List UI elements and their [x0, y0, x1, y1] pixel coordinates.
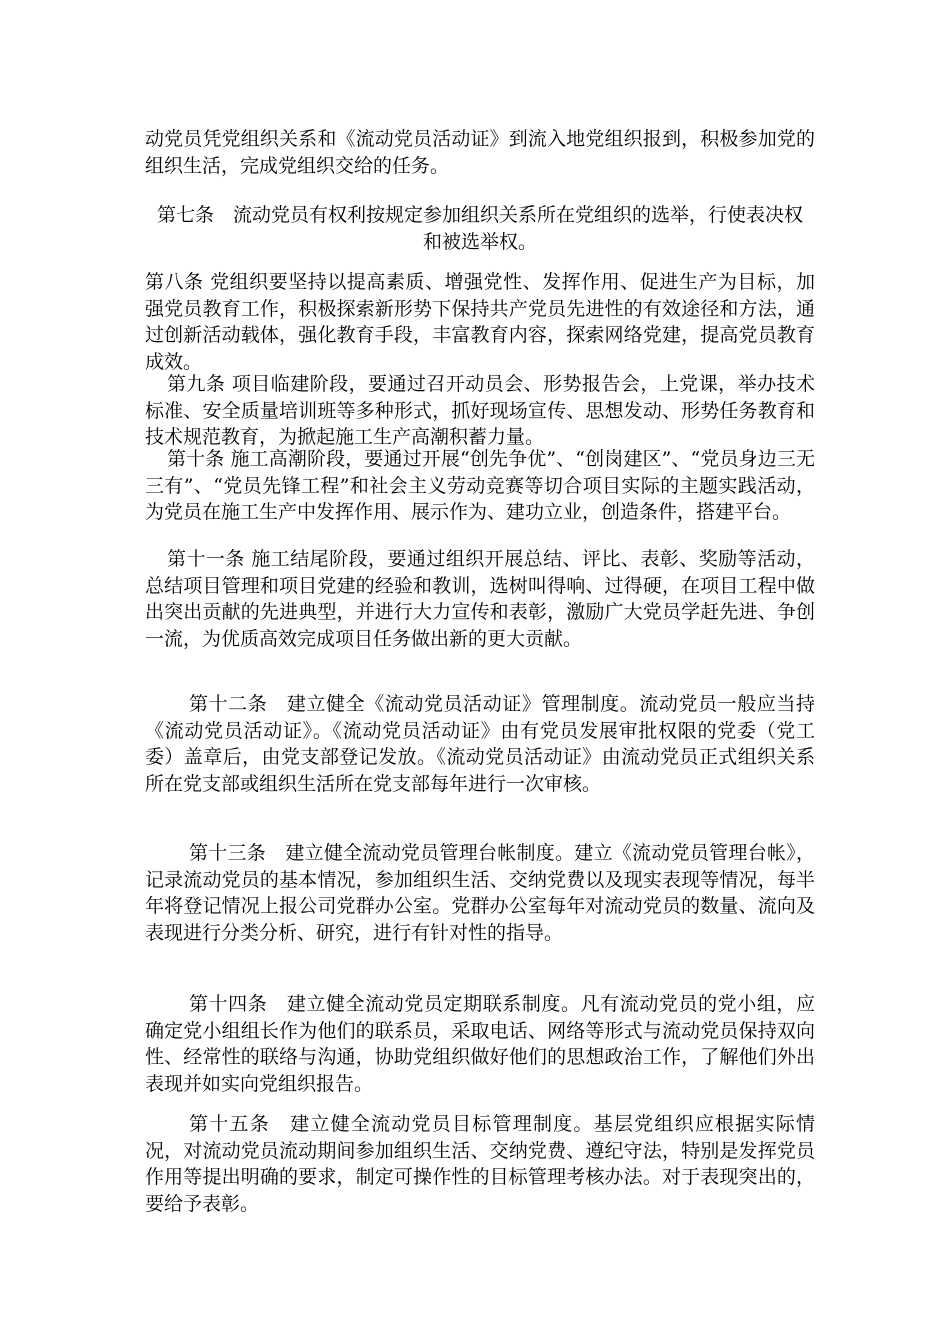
article-15: 第十五条 建立健全流动党员目标管理制度。基层党组织应根据实际情况，对流动党员流动期间参加组织生活、交纳党费、遵纪守法，特别是发挥党员作用等提出明确的要求，制定可操作性的目标管理考核办法。对于表现突出的，要给予表彰。: [145, 1113, 815, 1215]
article-11: 第十一条 施工结尾阶段，要通过组织开展总结、评比、表彰、奖励等活动，总结项目管理和项目党建的经验和教训，选树叫得响、过得硬，在项目工程中做出突出贡献的先进典型，并进行大力宣传和表彰，激励广大党员学赶先进、争创一流，为优质高效完成项目任务做出新的更大贡献。: [145, 548, 815, 650]
paragraph-continuation: 动党员凭党组织关系和《流动党员活动证》到流入地党组织报到，积极参加党的组织生活，完成党组织交给的任务。: [145, 128, 815, 177]
article-13: 第十三条 建立健全流动党员管理台帐制度。建立《流动党员管理台帐》，记录流动党员的基本情况，参加组织生活、交纳党费以及现实表现等情况，每半年将登记情况上报公司党群办公室。党群办公室每年对流动党员的数量、流向及表现进行分类分析、研究，进行有针对性的指导。: [145, 842, 815, 944]
article-9: 第九条 项目临建阶段，要通过召开动员会、形势报告会，上党课，举办技术标准、安全质量培训班等多种形式，抓好现场宣传、思想发动、形势任务教育和技术规范教育，为掀起施工生产高潮积蓄力量。: [145, 373, 815, 448]
article-14: 第十四条 建立健全流动党员定期联系制度。凡有流动党员的党小组，应确定党小组组长作为他们的联系员，采取电话、网络等形式与流动党员保持双向性、经常性的联络与沟通，协助党组织做好他们的思想政治工作，了解他们外出表现并如实向党组织报告。: [145, 993, 815, 1095]
article-12: 第十二条 建立健全《流动党员活动证》管理制度。流动党员一般应当持《流动党员活动证》。《流动党员活动证》由有党员发展审批权限的党委（党工委）盖章后，由党支部登记发放。《流动党员活动证》由流动党员正式组织关系所在党支部或组织生活所在党支部每年进行一次审核。: [145, 693, 815, 795]
article-7: 第七条 流动党员有权利按规定参加组织关系所在党组织的选举，行使表决权和被选举权。: [156, 204, 803, 253]
article-10: 第十条 施工高潮阶段，要通过开展“创先争优”、“创岗建区”、“党员身边三无三有”、“党员先锋工程”和社会主义劳动竞赛等切合项目实际的主题实践活动，为党员在施工生产中发挥作用、展示作为、建功立业，创造条件，搭建平台。: [145, 448, 815, 523]
article-8: 第八条 党组织要坚持以提高素质、增强党性、发挥作用、促进生产为目标，加强党员教育工作，积极探索新形势下保持共产党员先进性的有效途径和方法，通过创新活动载体，强化教育手段，丰富教育内容，探索网络党建，提高党员教育成效。: [145, 271, 815, 373]
